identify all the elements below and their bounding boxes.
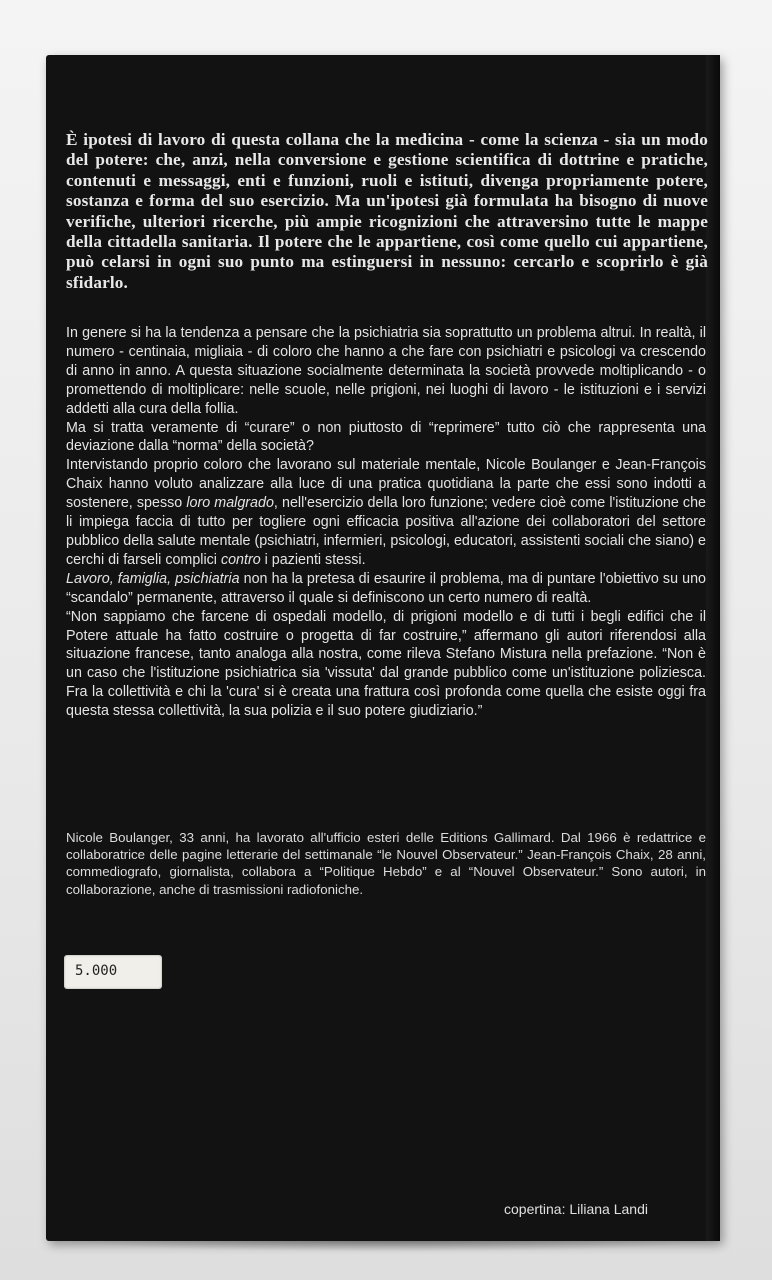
book-spine: [706, 55, 720, 1241]
cover-credit: copertina: Liliana Landi: [504, 1201, 648, 1217]
italic-phrase: loro malgrado: [186, 495, 274, 512]
blurb-paragraph-1: In genere si ha la tendenza a pensare che la psichiatria sia soprattutto un problema altrui. In realtà, il numero - centinaia, migliaia - di coloro che hanno a che fare con psichiatri e psicologi va crescendo di anno in anno. A questa situazione socialmente determinata la società provvede moltiplicando - o promettendo di moltiplicare: nelle scuole, nelle prigioni, nei luoghi di lavoro - le istituzioni e i servizi addetti alla cura della follia.: [66, 325, 706, 417]
blurb-text-span: non ha la pretesa di esaurire il problema, ma di puntare l'obiettivo su uno “scandalo” permanente, attraverso il quale si definiscono un certo numero di realtà.: [66, 570, 707, 606]
book-title-italic: Lavoro, famiglia, psichiatria: [66, 570, 240, 587]
blurb-text-span: i pazienti stessi.: [260, 551, 366, 568]
blurb-text-span: Intervistando proprio coloro che lavorano sul materiale mentale, Nicole Boulanger e Jean-François Chaix hanno voluto analizzare alla luce di una pratica quotidiana la parte che essi sono indotti a sostenere, spesso: [66, 457, 706, 512]
book-back-cover: [46, 55, 720, 1241]
blurb-paragraph-5: “Non sappiamo che farcene di ospedali modello, di prigioni modello e di tutti i begli edifici che il Potere attuale ha fatto costruire o progetta di far costruire,” affermano gli autori riferendosi alla situazione francese, tanto analoga alla nostra, come rileva Stefano Mistura nella prefazione. “Non è un caso che l'istituzione psichiatrica sia 'vissuta' dal grande pubblico come un'istituzione poliziesca. Fra la collettività e chi la 'cura' si è creata una frattura così profonda come quella che esiste oggi fra questa stessa collettività, la sua polizia e il suo potere giudiziario.”: [66, 608, 706, 720]
blurb-paragraph-4: [66, 570, 706, 608]
blurb-paragraph-2: Ma si tratta veramente di “curare” o non piuttosto di “reprimere” tutto ciò che rappresenta una deviazione dalla “norma” della società?: [66, 419, 706, 455]
blurb-paragraph-3: [66, 456, 706, 569]
italic-phrase: contro: [220, 551, 261, 568]
price-sticker: [64, 955, 162, 989]
price-sticker-text: 5.000: [75, 963, 118, 979]
blurb-text-span: , nell'esercizio della loro funzione; vedere cioè come l'istituzione che li impiega faccia di tutto per togliere ogni efficacia positiva all'azione dei collaboratori del settore pubblico della salute mentale (psichiatri, infermieri, psicologi, educatori, assistenti sociali che siano) e cerchi di farseli complici: [66, 495, 706, 568]
blurb-text: [66, 324, 706, 721]
series-intro-text: È ipotesi di lavoro di questa collana che la medicina - come la scienza - sia un modo del potere: che, anzi, nella conversione e gestione scientifica di dottrine e pratiche, contenuti e messaggi, enti e funzioni, ruoli e istituti, divenga propriamente potere, sostanza e forma del suo esercizio. Ma un'ipotesi già formulata ha bisogno di nuove verifiche, ulteriori ricerche, più ampie ricognizioni che attraversino tutte le mappe della cittadella sanitaria. Il potere che le appartiene, così come quello cui appartiene, può celarsi in ogni suo punto ma estinguersi in nessuno: cercarlo e scoprirlo è già sfidarlo.: [66, 130, 708, 292]
author-bio: Nicole Boulanger, 33 anni, ha lavorato all'ufficio esteri delle Editions Gallimard. Dal 1966 è redattrice e collaboratrice delle pagine letterarie del settimanale “le Nouvel Observateur.” Jean-François Chaix, 28 anni, commediografo, giornalista, collabora a “Politique Hebdo” e al “Nouvel Observateur.” Sono autori, in collaborazione, anche di trasmissioni radiofoniche.: [66, 830, 706, 897]
